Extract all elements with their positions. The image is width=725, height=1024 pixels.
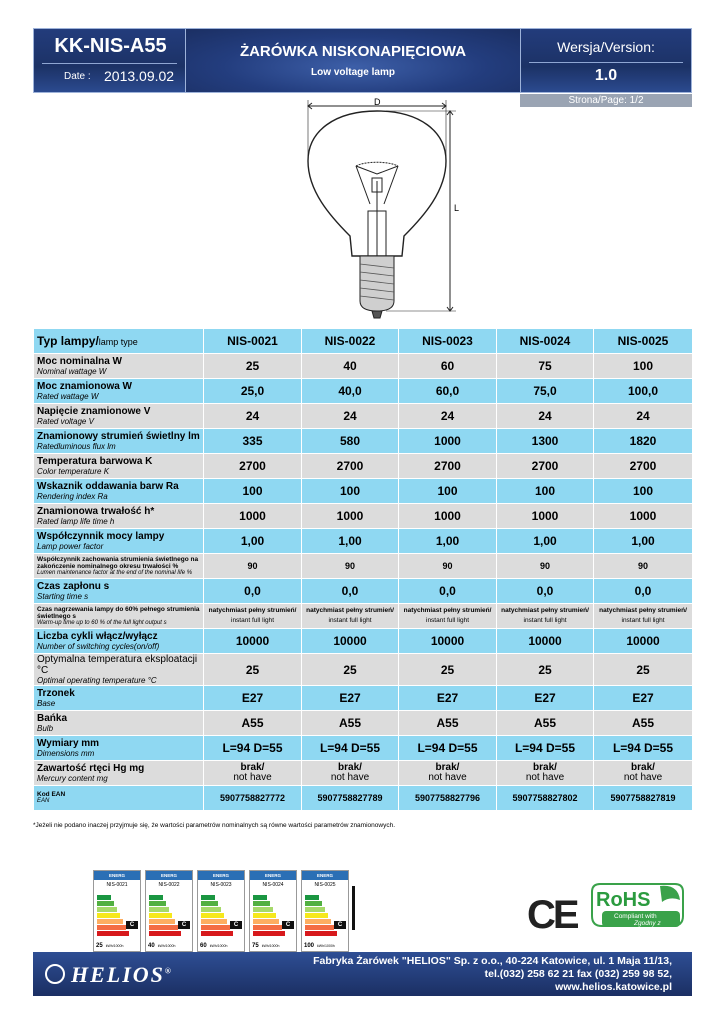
parameter-name-en: Rated wattage W (37, 392, 99, 401)
parameter-name-pl: Czas nagrzewania lampy do 60% pełnego strumienia świetlnego s (37, 605, 200, 620)
energy-label-watt (96, 943, 123, 949)
parameter-name-pl: Współczynnik mocy lampy (37, 531, 165, 542)
table-cell: 100 (497, 479, 594, 504)
parameter-name-pl: Liczba cykli włącz/wyłącz (37, 631, 158, 642)
energy-bar (253, 931, 285, 936)
table-cell: 1000 (399, 504, 497, 529)
energy-bar (253, 913, 276, 918)
watt-value: 25 (96, 943, 103, 949)
cell-value: brak/ (631, 762, 655, 773)
table-cell: E27 (399, 686, 497, 711)
energy-class-arrow: C (334, 921, 346, 929)
parameter-label (34, 379, 204, 404)
parameter-label (34, 404, 204, 429)
table-row (34, 629, 693, 654)
table-cell: E27 (204, 686, 302, 711)
table-cell: 24 (302, 404, 399, 429)
footer (33, 952, 692, 996)
table-row (34, 711, 693, 736)
helios-logo (47, 962, 173, 988)
parameter-name-en: Dimensions mm (37, 749, 95, 758)
cell-value: natychmiast pełny strumień/ (306, 607, 394, 614)
table-cell: 25,0 (204, 379, 302, 404)
energy-bar (201, 913, 224, 918)
parameter-name-en: Starting time s (37, 592, 89, 601)
parameter-name-pl: Zawartość rtęci Hg mg (37, 763, 145, 774)
spec-table (33, 328, 693, 811)
table-row (34, 454, 693, 479)
table-cell: 24 (594, 404, 693, 429)
table-cell: 40,0 (302, 379, 399, 404)
energy-bar (253, 925, 282, 930)
parameter-label (34, 429, 204, 454)
cell-value: brak/ (338, 762, 362, 773)
energy-bar (305, 931, 337, 936)
page-number: Strona/Page: 1/2 (520, 94, 692, 107)
table-cell: 10000 (204, 629, 302, 654)
energy-bar (305, 895, 319, 900)
energy-label-header: ENERG (146, 871, 192, 880)
energy-bar (149, 907, 169, 912)
energy-label-watt (200, 943, 227, 949)
bulb-drawing (290, 96, 480, 326)
parameter-name-en: EAN (37, 798, 50, 804)
registered-mark: ® (164, 966, 173, 976)
energy-label (301, 870, 349, 952)
energy-label-header: ENERG (198, 871, 244, 880)
energy-bar (253, 901, 270, 906)
cell-value-en: instant full light (621, 617, 665, 624)
parameter-name-pl: Moc nominalna W (37, 356, 122, 367)
table-cell: L=94 D=55 (497, 736, 594, 761)
energy-label-code: NIS-0025 (314, 882, 336, 888)
table-cell: 1,00 (204, 529, 302, 554)
table-cell: 10000 (497, 629, 594, 654)
watt-unit: kWh/1000h (209, 944, 228, 948)
cell-value: natychmiast pełny strumień/ (501, 607, 589, 614)
energy-bar (253, 895, 267, 900)
cell-value-en: not have (428, 772, 467, 783)
table-cell: 90 (399, 554, 497, 579)
parameter-label (34, 686, 204, 711)
parameter-name-en: Rated voltage V (37, 417, 94, 426)
parameter-label (34, 504, 204, 529)
energy-class-arrow: C (178, 921, 190, 929)
parameter-name-pl: Wymiary mm (37, 738, 100, 749)
table-row (34, 354, 693, 379)
energy-bar (149, 913, 172, 918)
table-cell: A55 (497, 711, 594, 736)
energy-label-header: ENERG (302, 871, 348, 880)
document-subtitle: Low voltage lamp (311, 67, 395, 78)
parameter-name-pl: Wskaznik oddawania barw Ra (37, 481, 179, 492)
energy-label (145, 870, 193, 952)
table-cell: A55 (204, 711, 302, 736)
energy-bar (201, 901, 218, 906)
table-row (34, 429, 693, 454)
company-address (313, 955, 672, 994)
parameter-label (34, 629, 204, 654)
parameter-name-en: Warm-up time up to 60 % of the full light output s (37, 619, 167, 626)
divider (529, 62, 683, 63)
energy-bar (97, 901, 114, 906)
parameter-name-en: Nominal wattage W (37, 367, 107, 376)
table-cell: E27 (302, 686, 399, 711)
parameter-name-en: Ratedluminous flux lm (37, 442, 116, 451)
cell-value: brak/ (240, 762, 265, 773)
dimension-d: D (374, 97, 381, 107)
table-cell: 5907758827802 (497, 786, 594, 811)
table-cell: 25 (204, 354, 302, 379)
type-header: Typ lampy/lamp type (34, 329, 204, 354)
table-cell: 580 (302, 429, 399, 454)
table-cell (399, 761, 497, 786)
table-cell: E27 (497, 686, 594, 711)
table-cell: L=94 D=55 (204, 736, 302, 761)
energy-label-header: ENERG (250, 871, 296, 880)
watt-unit: kWh/1000h (157, 944, 176, 948)
table-cell: 1300 (497, 429, 594, 454)
table-cell (594, 604, 693, 629)
parameter-name-pl: Kod EAN (37, 791, 66, 798)
ce-mark: CE (527, 893, 577, 937)
energy-bar (201, 931, 233, 936)
watt-unit: kWh/1000h (317, 944, 335, 948)
table-cell: 5907758827819 (594, 786, 693, 811)
parameter-label (34, 529, 204, 554)
energy-label-watt (252, 943, 279, 949)
energy-class-arrow: C (282, 921, 294, 929)
table-cell: 0,0 (497, 579, 594, 604)
table-cell (302, 604, 399, 629)
cell-value-en: not have (233, 772, 272, 783)
cell-value-en: instant full light (426, 617, 469, 624)
date-label: Date : (64, 71, 91, 82)
energy-label-code: NIS-0023 (210, 882, 232, 888)
table-cell: 5907758827772 (204, 786, 302, 811)
table-cell: 100,0 (594, 379, 693, 404)
table-cell (497, 604, 594, 629)
energy-label-watt (304, 943, 335, 949)
table-cell: 335 (204, 429, 302, 454)
table-cell: 24 (399, 404, 497, 429)
energy-bar (97, 919, 123, 924)
table-row (34, 479, 693, 504)
table-row (34, 379, 693, 404)
table-cell: L=94 D=55 (399, 736, 497, 761)
table-cell: 1000 (204, 504, 302, 529)
table-cell: 90 (594, 554, 693, 579)
rohs-logo (590, 880, 685, 932)
table-row (34, 686, 693, 711)
energy-bar (149, 931, 181, 936)
table-cell (204, 761, 302, 786)
energy-class-arrow: C (230, 921, 242, 929)
model-header: NIS-0024 (497, 329, 594, 354)
parameter-label (34, 711, 204, 736)
header (33, 28, 692, 93)
header-version-panel (520, 28, 692, 93)
document-title: ŻARÓWKA NISKONAPIĘCIOWA (239, 43, 467, 60)
energy-bar (97, 925, 126, 930)
parameter-label (34, 761, 204, 786)
parameter-name-en: Base (37, 699, 56, 708)
table-cell: 100 (204, 479, 302, 504)
parameter-name-en: Lamp power factor (37, 542, 104, 551)
energy-class-arrow: C (126, 921, 138, 929)
energy-bar (149, 925, 178, 930)
energy-bar (149, 919, 175, 924)
energy-labels (93, 870, 353, 952)
table-cell: 10000 (594, 629, 693, 654)
energy-bar (305, 913, 328, 918)
parameter-name-pl: Znamionowy strumień świetlny lm (37, 431, 200, 442)
cell-value: brak/ (435, 762, 460, 773)
energy-scale (97, 895, 129, 937)
table-cell: 60,0 (399, 379, 497, 404)
parameter-name-en: Optimal operating temperature °C (37, 676, 157, 685)
table-row (34, 736, 693, 761)
table-cell (497, 761, 594, 786)
energy-bar (201, 895, 215, 900)
parameter-name-pl: Napięcie znamionowe V (37, 406, 151, 417)
energy-bar (149, 895, 163, 900)
table-cell: 0,0 (302, 579, 399, 604)
watt-unit: kWh/1000h (105, 944, 124, 948)
table-cell: A55 (302, 711, 399, 736)
parameter-label (34, 786, 204, 811)
table-cell: 100 (302, 479, 399, 504)
table-cell (594, 761, 693, 786)
energy-bar (201, 907, 221, 912)
parameter-name-en: Bulb (37, 724, 54, 733)
table-row (34, 554, 693, 579)
rohs-compliant-text: Compliant with (614, 913, 657, 920)
table-row (34, 654, 693, 686)
table-cell (399, 604, 497, 629)
rohs-zgodny-text: Zgodny z (634, 920, 661, 927)
energy-label-code: NIS-0024 (262, 882, 284, 888)
energy-label (93, 870, 141, 952)
parameter-name-pl: Współczynnik zachowania strumienia świetlnego na zakończenie nominalnego okresu trwałości % (37, 555, 199, 570)
phone-line: tel.(032) 258 62 21 fax (032) 259 98 52, (484, 968, 672, 980)
table-row (34, 604, 693, 629)
table-cell: 100 (399, 479, 497, 504)
parameter-label (34, 736, 204, 761)
date-value: 2013.09.02 (104, 68, 175, 84)
table-cell: 25 (399, 654, 497, 686)
energy-label (197, 870, 245, 952)
energy-label-code: NIS-0021 (106, 882, 128, 888)
version-label: Wersja/Version: (557, 39, 655, 55)
table-cell (302, 761, 399, 786)
table-cell: 1820 (594, 429, 693, 454)
cell-value: brak/ (533, 762, 557, 773)
separator-mark (352, 886, 355, 930)
table-cell: 10000 (302, 629, 399, 654)
parameter-name-en: Number of switching cycles(on/off) (37, 642, 160, 651)
table-cell: 5907758827796 (399, 786, 497, 811)
table-cell: E27 (594, 686, 693, 711)
table-cell: 1000 (399, 429, 497, 454)
cell-value-en: instant full light (231, 617, 274, 624)
table-cell: 1000 (594, 504, 693, 529)
watt-value: 100 (304, 943, 315, 949)
table-cell: 0,0 (399, 579, 497, 604)
energy-bar (201, 925, 230, 930)
table-row (34, 504, 693, 529)
parameter-name-pl: Moc znamionowa W (37, 381, 132, 392)
website-link[interactable]: www.helios.katowice.pl (555, 981, 672, 993)
model-header: NIS-0025 (594, 329, 693, 354)
parameter-label (34, 554, 204, 579)
energy-bar (305, 925, 334, 930)
table-cell: 2700 (497, 454, 594, 479)
divider (42, 63, 177, 64)
watt-value: 75 (252, 943, 259, 949)
table-cell: 25 (204, 654, 302, 686)
table-cell: 75,0 (497, 379, 594, 404)
table-row (34, 786, 693, 811)
parameter-name-pl: Trzonek (37, 688, 75, 699)
energy-bar (97, 907, 117, 912)
energy-bar (253, 919, 279, 924)
version-value: 1.0 (594, 67, 618, 84)
table-cell: 25 (302, 654, 399, 686)
parameter-name-en: Color temperature K (37, 467, 110, 476)
table-cell: 100 (594, 479, 693, 504)
model-header: NIS-0023 (399, 329, 497, 354)
table-cell: 1,00 (399, 529, 497, 554)
model-header: NIS-0022 (302, 329, 399, 354)
rohs-text: RoHS (596, 889, 651, 911)
energy-bar (305, 907, 325, 912)
header-title-panel (185, 28, 521, 93)
parameter-name-pl: Bańka (37, 713, 68, 724)
table-cell: 1,00 (302, 529, 399, 554)
table-cell: 24 (497, 404, 594, 429)
parameter-label (34, 579, 204, 604)
parameter-name-en: Mercury content mg (37, 774, 108, 783)
table-cell: 90 (204, 554, 302, 579)
energy-bar (305, 919, 331, 924)
table-header-row (34, 329, 693, 354)
model-code: KK-NIS-A55 (54, 35, 167, 57)
helios-logo-text: HELIOS (71, 962, 165, 987)
energy-bar (97, 931, 129, 936)
table-cell: 1000 (302, 504, 399, 529)
parameter-label (34, 604, 204, 629)
parameter-name-en: Lumen maintenance factor at the end of the nominal life % (37, 569, 193, 576)
table-cell: 25 (497, 654, 594, 686)
table-cell: 2700 (594, 454, 693, 479)
parameter-label (34, 354, 204, 379)
table-cell: 90 (497, 554, 594, 579)
watt-value: 40 (148, 943, 155, 949)
cell-value: natychmiast pełny strumień/ (403, 607, 492, 614)
table-cell: 25 (594, 654, 693, 686)
energy-bar (253, 907, 273, 912)
table-cell: 24 (204, 404, 302, 429)
table-row (34, 761, 693, 786)
energy-bar (97, 913, 120, 918)
table-cell: 75 (497, 354, 594, 379)
parameter-name-pl: Czas zapłonu s (37, 581, 110, 592)
watt-value: 60 (200, 943, 207, 949)
table-cell: 2700 (399, 454, 497, 479)
energy-scale (149, 895, 181, 937)
cell-value-en: instant full light (523, 617, 567, 624)
parameter-name-pl: Temperatura barwowa K (37, 456, 153, 467)
energy-scale (201, 895, 233, 937)
table-cell: A55 (594, 711, 693, 736)
parameter-name-pl: Optymalna temperatura eksploatacji °C (37, 654, 198, 676)
cell-value: natychmiast pełny strumień/ (599, 607, 687, 614)
table-cell: 2700 (204, 454, 302, 479)
table-cell: 0,0 (204, 579, 302, 604)
table-cell: A55 (399, 711, 497, 736)
table-cell: 1,00 (497, 529, 594, 554)
address-line: Fabryka Żarówek "HELIOS" Sp. z o.o., 40-224 Katowice, ul. 1 Maja 11/13, (313, 955, 672, 967)
table-cell: 10000 (399, 629, 497, 654)
table-cell: 5907758827789 (302, 786, 399, 811)
cell-value-en: not have (525, 772, 565, 783)
table-cell: 1000 (497, 504, 594, 529)
table-cell: 1,00 (594, 529, 693, 554)
parameter-label (34, 454, 204, 479)
energy-bar (305, 901, 322, 906)
table-cell: 60 (399, 354, 497, 379)
energy-bar (201, 919, 227, 924)
energy-bar (149, 901, 166, 906)
cell-value-en: not have (623, 772, 663, 783)
energy-label-code: NIS-0022 (158, 882, 180, 888)
energy-scale (305, 895, 337, 937)
table-cell: 2700 (302, 454, 399, 479)
footnote: *Jeżeli nie podano inaczej przyjmuje się, że wartości parametrów nominalnych są równe wartości parametrów znamionowych. (33, 822, 395, 829)
cell-value-en: not have (330, 772, 370, 783)
energy-label-header: ENERG (94, 871, 140, 880)
cell-value-en: instant full light (328, 617, 372, 624)
table-cell: 100 (594, 354, 693, 379)
table-cell: 90 (302, 554, 399, 579)
energy-bar (97, 895, 111, 900)
table-row (34, 529, 693, 554)
table-cell: L=94 D=55 (594, 736, 693, 761)
table-cell (204, 604, 302, 629)
dimension-l: L (454, 203, 460, 213)
cell-value: natychmiast pełny strumień/ (208, 607, 297, 614)
parameter-label (34, 479, 204, 504)
parameter-name-en: Rated lamp life time h (37, 517, 115, 526)
energy-label (249, 870, 297, 952)
energy-scale (253, 895, 285, 937)
parameter-name-pl: Znamionowa trwałość h* (37, 506, 155, 517)
energy-label-watt (148, 943, 175, 949)
watt-unit: kWh/1000h (261, 944, 280, 948)
table-row (34, 404, 693, 429)
model-header: NIS-0021 (204, 329, 302, 354)
table-row (34, 579, 693, 604)
helios-logo-icon (45, 964, 65, 984)
table-cell: 40 (302, 354, 399, 379)
table-cell: 0,0 (594, 579, 693, 604)
table-cell: L=94 D=55 (302, 736, 399, 761)
parameter-label (34, 654, 204, 686)
parameter-name-en: Rendering index Ra (37, 492, 108, 501)
header-left-panel (33, 28, 186, 93)
